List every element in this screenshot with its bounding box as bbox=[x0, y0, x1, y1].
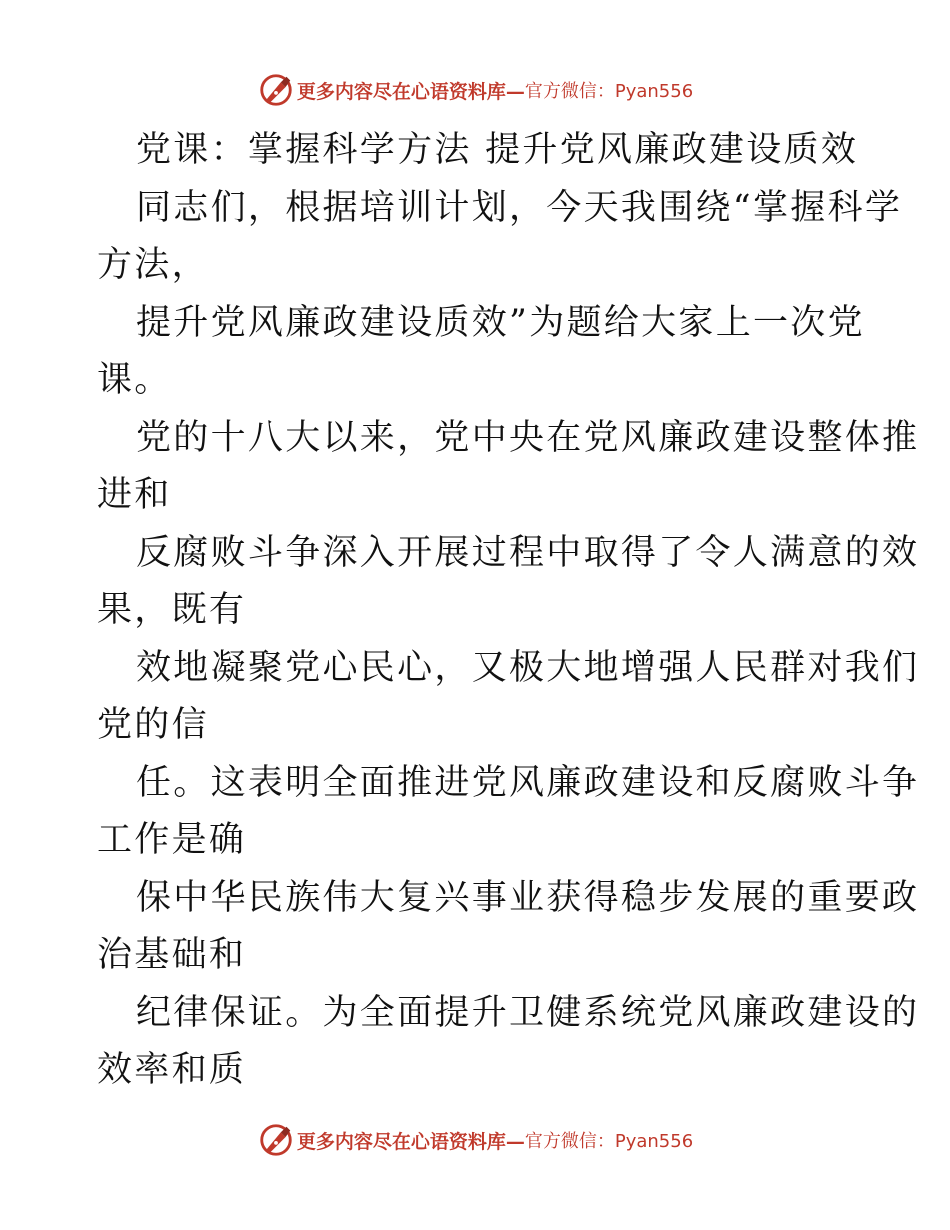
text-line: 方法， bbox=[97, 245, 209, 285]
header-text: 更多内容尽在心语资料库— bbox=[296, 80, 525, 103]
text-line: 进和 bbox=[97, 475, 172, 515]
header-wechat: 官方微信：Pyan556 bbox=[524, 81, 694, 102]
document-title: 党课：掌握科学方法 提升党风廉政建设质效 bbox=[136, 130, 859, 170]
text-line: 党的十八大以来，党中央在党风廉政建设整体推 bbox=[136, 417, 920, 458]
text-line: 效率和质 bbox=[97, 1050, 247, 1090]
text-line: 课。 bbox=[97, 360, 172, 400]
text-line: 工作是确 bbox=[97, 820, 247, 860]
footer-wechat: 官方微信：Pyan556 bbox=[524, 1131, 694, 1152]
header-banner bbox=[0, 70, 950, 110]
footer-banner bbox=[0, 1120, 950, 1160]
document-body bbox=[0, 122, 950, 1100]
text-line: 纪律保证。为全面提升卫健系统党风廉政建设的 bbox=[136, 992, 920, 1033]
pen-nib-logo-icon bbox=[257, 1121, 295, 1159]
text-line: 同志们，根据培训计划，今天我围绕“掌握科学 bbox=[136, 187, 903, 228]
text-line: 保中华民族伟大复兴事业获得稳步发展的重要政 bbox=[136, 877, 920, 918]
footer-text: 更多内容尽在心语资料库— bbox=[296, 1130, 525, 1153]
text-line: 提升党风廉政建设质效”为题给大家上一次党 bbox=[136, 302, 865, 343]
text-line: 治基础和 bbox=[97, 935, 247, 975]
text-line: 任。这表明全面推进党风廉政建设和反腐败斗争 bbox=[136, 762, 920, 803]
pen-nib-logo-icon bbox=[257, 71, 295, 109]
text-line: 反腐败斗争深入开展过程中取得了令人满意的效 bbox=[136, 532, 920, 573]
text-line: 果，既有 bbox=[97, 590, 247, 630]
text-line: 党的信 bbox=[97, 705, 209, 745]
text-line: 效地凝聚党心民心，又极大地增强人民群对我们 bbox=[136, 647, 920, 688]
